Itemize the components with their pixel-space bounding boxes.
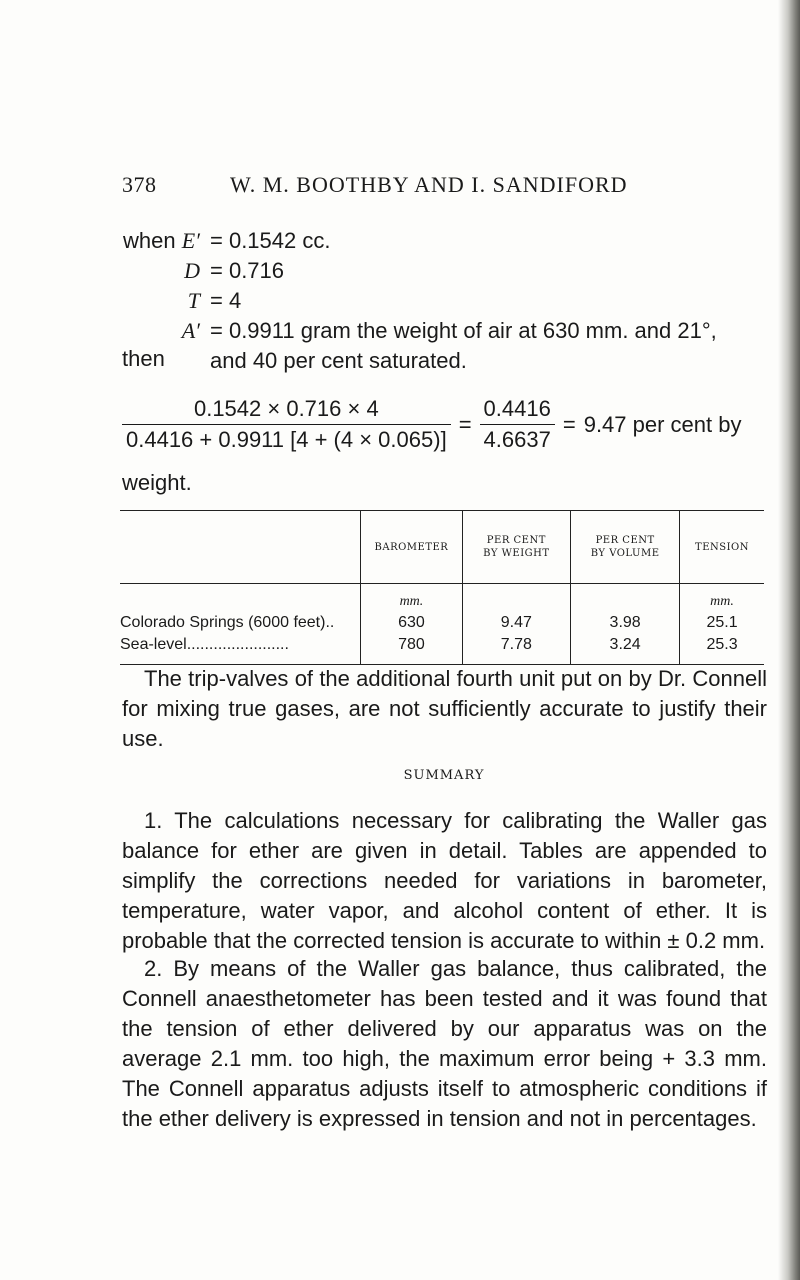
table-header-per-cent-volume: PER CENT BY VOLUME bbox=[571, 511, 680, 584]
summary-item-2: 2. By means of the Waller gas balance, thus calibrated, the Connell anaesthetometer has been tested and it was found that the tension of ether delivered by our apparatus was on the average 2.1 mm. too high, the maximum error being + 3.3 mm. The Connell apparatus adjusts itself to atmospheric conditions if the ether delivery is expressed in tension and not in percentages. bbox=[122, 956, 767, 1131]
formula-result: 9.47 per cent by bbox=[583, 411, 742, 437]
fraction-main bbox=[122, 396, 451, 453]
table-units-row bbox=[120, 584, 764, 613]
page-number: 378 bbox=[122, 172, 157, 197]
variable-t: T bbox=[187, 288, 200, 313]
table-cell: 780 bbox=[361, 634, 462, 665]
table-row bbox=[120, 634, 764, 665]
table-cell: 3.24 bbox=[571, 634, 680, 665]
formula bbox=[122, 396, 741, 453]
table-cell: 25.1 bbox=[680, 612, 764, 634]
fraction-denominator: 4.6637 bbox=[480, 424, 555, 453]
variable-a-prime: A′ bbox=[181, 318, 200, 343]
definition-variable bbox=[122, 316, 210, 346]
results-table bbox=[120, 510, 764, 665]
fraction-numerator: 0.4416 bbox=[483, 396, 551, 421]
variable-e-prime: E′ bbox=[181, 228, 200, 253]
table-cell bbox=[571, 584, 680, 613]
table-cell: 3.98 bbox=[571, 612, 680, 634]
definition-value: = 0.9911 gram the weight of air at 630 mm. and 21°, bbox=[210, 318, 717, 343]
definition-row bbox=[122, 226, 717, 256]
table-cell: 7.78 bbox=[462, 634, 571, 665]
table-row-label: Colorado Springs (6000 feet).. bbox=[120, 614, 335, 631]
definition-variable bbox=[122, 226, 210, 256]
table-header-label bbox=[120, 511, 361, 584]
definition-row bbox=[122, 316, 717, 346]
definition-value: = 0.716 bbox=[210, 258, 285, 283]
fraction-simplified bbox=[480, 396, 555, 453]
table-row bbox=[120, 612, 764, 634]
when-label: when bbox=[123, 228, 176, 253]
definition-variable bbox=[122, 286, 210, 316]
definition-row bbox=[122, 256, 717, 286]
table-unit-tension: mm. bbox=[680, 584, 764, 613]
definition-continuation: and 40 per cent saturated. bbox=[210, 348, 467, 373]
paragraph-trip-valves: The trip-valves of the additional fourth unit put on by Dr. Connell for mixing true gases, are not sufficiently accurate to justify their use. bbox=[122, 666, 767, 751]
definition-row bbox=[122, 286, 717, 316]
definition-value: = 4 bbox=[210, 288, 242, 313]
definition-value: = 0.1542 cc. bbox=[210, 228, 331, 253]
table-cell: 9.47 bbox=[462, 612, 571, 634]
table-header-barometer: BAROMETER bbox=[361, 511, 462, 584]
fraction-denominator: 0.4416 + 0.9911 [4 + (4 × 0.065)] bbox=[122, 424, 451, 453]
summary-heading: SUMMARY bbox=[403, 768, 485, 783]
variable-definitions bbox=[122, 226, 717, 376]
page-edge-shadow bbox=[778, 0, 800, 1280]
fraction-numerator: 0.1542 × 0.716 × 4 bbox=[193, 396, 379, 421]
table-row-label: Sea-level....................... bbox=[120, 634, 361, 665]
table-header-row bbox=[120, 511, 764, 584]
definition-variable bbox=[122, 256, 210, 286]
table-unit-barometer: mm. bbox=[361, 584, 462, 613]
table-cell bbox=[120, 584, 361, 613]
equals-sign: = bbox=[458, 411, 472, 437]
table-header-per-cent-weight: PER CENT BY WEIGHT bbox=[462, 511, 571, 584]
formula-result-continuation: weight. bbox=[122, 470, 192, 495]
equals-sign: = bbox=[562, 411, 576, 437]
summary-item-1: 1. The calculations necessary for calibrating the Waller gas balance for ether are given in detail. Tables are appended to simplify the corrections needed for variations in barometer, temperature, water vapor, and alcohol content of ether. It is probable that the corrected tension is accurate to within ± 0.2 mm. bbox=[122, 808, 767, 953]
table-header-tension: TENSION bbox=[680, 511, 764, 584]
variable-d: D bbox=[184, 258, 200, 283]
running-head-authors: W. M. BOOTHBY AND I. SANDIFORD bbox=[230, 172, 628, 197]
table-cell: 630 bbox=[361, 612, 462, 634]
table-cell bbox=[462, 584, 571, 613]
table-cell: 25.3 bbox=[680, 634, 764, 665]
then-label: then bbox=[122, 346, 165, 371]
